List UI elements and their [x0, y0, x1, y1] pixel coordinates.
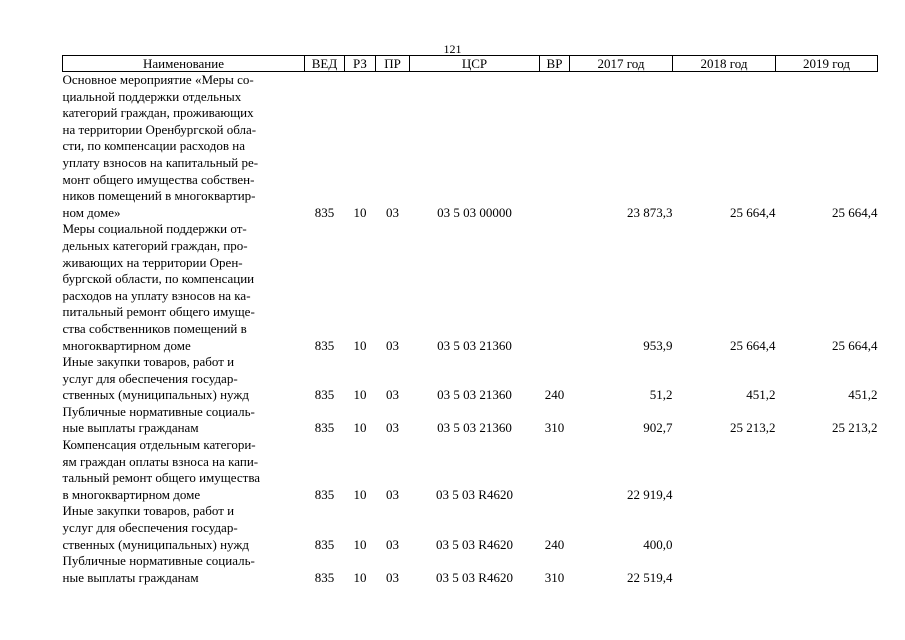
cell-pr: 03: [386, 337, 399, 353]
cell-rz: 10: [353, 420, 367, 436]
name-line: ном доме»: [62, 204, 121, 220]
cell-2018: 25 664,4: [730, 337, 776, 353]
table-row: [63, 503, 878, 553]
name-line: тальный ремонт общего имущества: [62, 470, 261, 486]
cell-csr: 03 5 03 R4620: [436, 536, 513, 552]
cell-pr: 03: [386, 486, 399, 502]
name-line: на территории Оренбургской обла-: [62, 121, 257, 137]
table-header: [63, 56, 878, 72]
cell-pr: 03: [386, 204, 399, 220]
name-line: ства собственников помещений в: [62, 320, 247, 336]
header-2018: 2018 год: [673, 56, 776, 72]
name-line: Меры социальной поддержки от-: [62, 221, 247, 237]
cell-name: [63, 354, 305, 404]
cell-ved: 835: [314, 337, 335, 353]
cell-csr: 03 5 03 R4620: [436, 569, 513, 585]
cell-ved: 835: [314, 387, 335, 403]
name-line: Публичные нормативные социаль-: [62, 403, 255, 419]
cell-name: [63, 221, 305, 354]
name-line: монт общего имущества собствен-: [62, 171, 255, 187]
cell-2017: 400,0: [643, 536, 673, 552]
header-pr: ПР: [376, 56, 410, 72]
cell-2018: [673, 503, 776, 553]
cell-2017: 22 519,4: [627, 569, 673, 585]
cell-2018: 25 664,4: [730, 204, 776, 220]
cell-pr: 03: [386, 420, 399, 436]
cell-ved: 835: [314, 569, 335, 585]
cell-2018: 25 213,2: [730, 420, 776, 436]
name-line: категорий граждан, проживающих: [62, 105, 254, 121]
cell-rz: 10: [353, 204, 367, 220]
name-line: ственных (муниципальных) нужд: [62, 387, 249, 403]
cell-ved: 835: [314, 420, 335, 436]
name-line: бургской области, по компенсации: [62, 271, 255, 287]
cell-ved: 835: [314, 536, 335, 552]
cell-rz: 10: [353, 536, 367, 552]
header-2017: 2017 год: [570, 56, 673, 72]
cell-2019: 25 664,4: [832, 337, 878, 353]
cell-csr: 03 5 03 R4620: [436, 486, 513, 502]
page-number: 121: [443, 42, 462, 56]
header-2019: 2019 год: [776, 56, 878, 72]
name-line: ственных (муниципальных) нужд: [62, 536, 249, 552]
cell-2019: 451,2: [848, 387, 878, 403]
name-line: дельных категорий граждан, про-: [62, 237, 248, 253]
name-line: циальной поддержки отдельных: [62, 88, 242, 104]
cell-name: [63, 404, 305, 437]
table-row: [63, 404, 878, 437]
cell-2017: 902,7: [643, 420, 673, 436]
name-line: Основное мероприятие «Меры со-: [62, 72, 254, 87]
cell-vr: 240: [544, 387, 565, 403]
cell-csr: 03 5 03 21360: [437, 420, 512, 436]
name-line: питальный ремонт общего имуще-: [62, 304, 255, 320]
cell-ved: 835: [314, 204, 335, 220]
name-line: ников помещений в многоквартир-: [62, 188, 256, 204]
header-vr: ВР: [540, 56, 570, 72]
name-line: Иные закупки товаров, работ и: [62, 503, 235, 519]
table-row: [63, 437, 878, 503]
cell-2019: 25 213,2: [832, 420, 878, 436]
cell-vr: [540, 72, 570, 222]
cell-2019: [776, 437, 878, 503]
cell-rz: 10: [353, 486, 367, 502]
name-line: расходов на уплату взносов на ка-: [62, 287, 251, 303]
cell-pr: 03: [386, 387, 399, 403]
cell-pr: 03: [386, 569, 399, 585]
table-row: [63, 72, 878, 222]
cell-name: [63, 503, 305, 553]
table-row: [63, 221, 878, 354]
table-body: [63, 72, 878, 587]
name-line: ям граждан оплаты взноса на капи-: [62, 453, 259, 469]
cell-2019: [776, 553, 878, 586]
table-row: [63, 354, 878, 404]
name-line: уплату взносов на капитальный ре-: [62, 154, 259, 170]
name-line: ные выплаты гражданам: [62, 420, 199, 436]
cell-2017: 51,2: [649, 387, 673, 403]
name-line: в многоквартирном доме: [62, 486, 201, 502]
cell-vr: [540, 437, 570, 503]
cell-csr: 03 5 03 21360: [437, 387, 512, 403]
header-rz: РЗ: [345, 56, 376, 72]
cell-vr: [540, 221, 570, 354]
name-line: многоквартирном доме: [62, 337, 191, 353]
name-line: услуг для обеспечения государ-: [62, 370, 238, 386]
cell-csr: 03 5 03 00000: [437, 204, 512, 220]
name-line: живающих на территории Орен-: [62, 254, 243, 270]
cell-2018: 451,2: [746, 387, 776, 403]
cell-name: [63, 437, 305, 503]
header-name: Наименование: [63, 56, 305, 72]
name-line: Компенсация отдельным категори-: [62, 437, 256, 453]
cell-2019: 25 664,4: [832, 204, 878, 220]
cell-name: [63, 553, 305, 586]
cell-2018: [673, 553, 776, 586]
cell-rz: 10: [353, 569, 367, 585]
cell-ved: 835: [314, 486, 335, 502]
header-csr: ЦСР: [410, 56, 540, 72]
name-line: сти, по компенсации расходов на: [62, 138, 245, 154]
name-line: Иные закупки товаров, работ и: [62, 354, 235, 370]
cell-2017: 953,9: [643, 337, 673, 353]
header-ved: ВЕД: [305, 56, 345, 72]
budget-table: [62, 55, 878, 586]
name-line: ные выплаты гражданам: [62, 569, 199, 585]
cell-vr: 310: [544, 420, 565, 436]
cell-rz: 10: [353, 337, 367, 353]
name-line: услуг для обеспечения государ-: [62, 520, 238, 536]
cell-vr: 310: [544, 569, 565, 585]
name-line: Публичные нормативные социаль-: [62, 553, 255, 569]
cell-rz: 10: [353, 387, 367, 403]
cell-2017: 23 873,3: [627, 204, 673, 220]
cell-2019: [776, 503, 878, 553]
cell-csr: 03 5 03 21360: [437, 337, 512, 353]
cell-2017: 22 919,4: [627, 486, 673, 502]
cell-name: [63, 72, 305, 222]
cell-pr: 03: [386, 536, 399, 552]
table-row: [63, 553, 878, 586]
cell-vr: 240: [544, 536, 565, 552]
cell-2018: [673, 437, 776, 503]
